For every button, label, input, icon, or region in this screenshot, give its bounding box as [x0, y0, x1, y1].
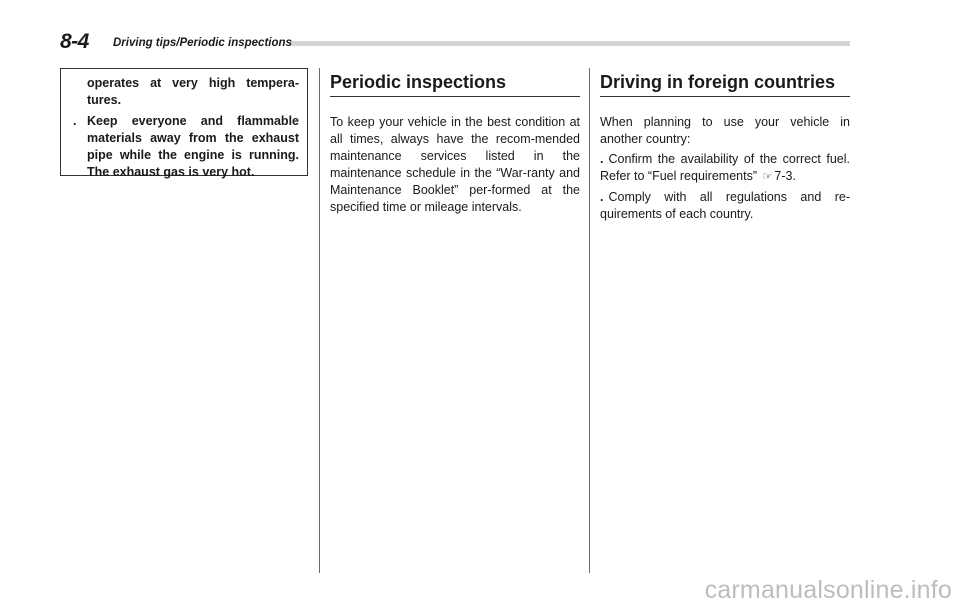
warning-continued-text: operates at very high tempera-tures.: [87, 76, 299, 107]
foreign-item-regulations: [600, 189, 850, 223]
foreign-intro-text: When planning to use your vehicle in another country:: [600, 115, 850, 146]
page-reference-icon: ☞: [762, 171, 773, 183]
foreign-item-regulations-text: Comply with all regulations and re-quirements of each country.: [600, 190, 850, 221]
page-number: 8-4: [60, 30, 89, 53]
watermark: carmanualsonline.info: [704, 576, 952, 604]
bullet-icon: .: [600, 152, 604, 166]
header-rule: [290, 41, 850, 46]
foreign-countries-section: [600, 72, 850, 226]
section-title-periodic: Periodic inspections: [330, 72, 580, 97]
foreign-item-fuel-text: Confirm the availability of the correct fuel. Refer to “Fuel requirements”: [600, 152, 850, 183]
section-title-foreign: Driving in foreign countries: [600, 72, 850, 97]
column-divider-right: [589, 68, 590, 573]
page-reference-link[interactable]: 7-3.: [774, 169, 796, 183]
warning-box: [60, 68, 308, 179]
header-title: Driving tips/Periodic inspections: [113, 37, 292, 49]
periodic-body-text: To keep your vehicle in the best condition at all times, always have the recom-mended maintenance services listed in the maintenance schedule in the “War-ranty and Maintenance Booklet” per-formed at the specified time or mileage intervals.: [330, 115, 580, 214]
warning-item-text: Keep everyone and flammable materials away from the exhaust pipe while the engine is running. The exhaust gas is very hot.: [87, 114, 299, 179]
bullet-icon: .: [600, 190, 604, 204]
periodic-inspections-section: [330, 72, 580, 216]
foreign-item-fuel: [600, 151, 850, 186]
bullet-icon: .: [73, 114, 77, 128]
warning-item: [71, 113, 299, 181]
page-header: [60, 30, 850, 52]
column-divider-left: [319, 68, 320, 573]
